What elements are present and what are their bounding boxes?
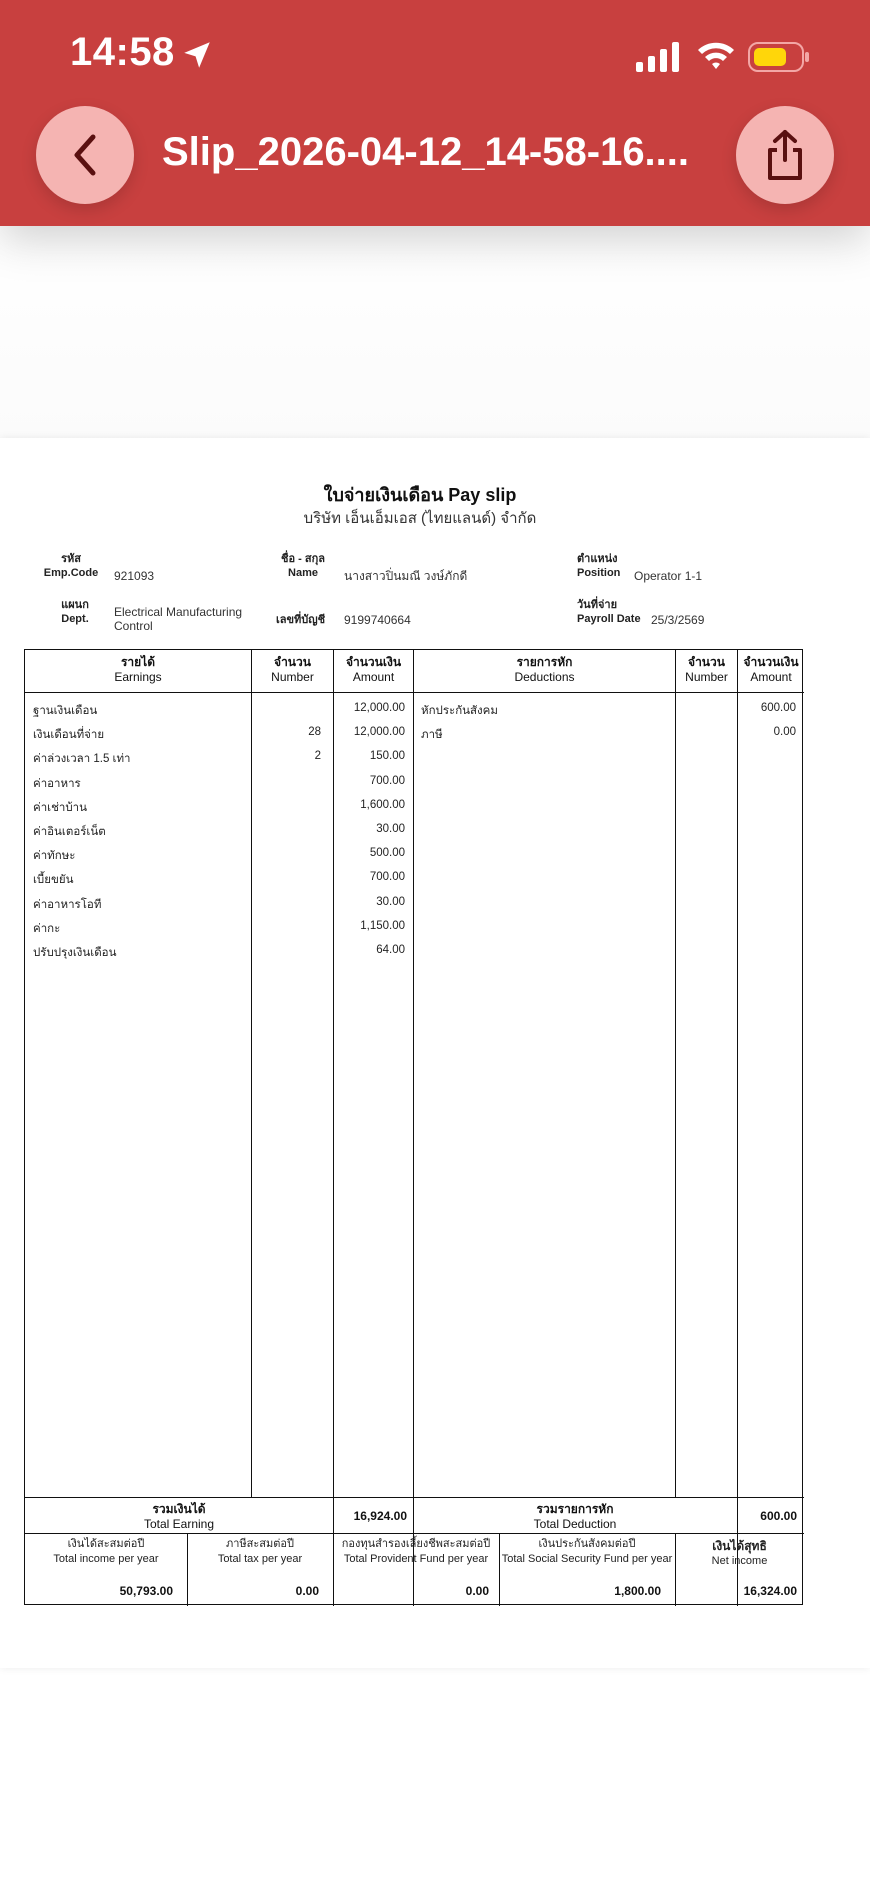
provident-fund-value: 0.00 [465,1584,489,1598]
tax-year-label: ภาษีสะสมต่อปี Total tax per year [217,1538,303,1565]
earning-amount: 1,600.00 [360,798,405,811]
deduction-name: ภาษี [421,729,443,742]
income-year-label: เงินได้สะสมต่อปี Total income per year [53,1538,159,1565]
share-button[interactable] [736,106,834,204]
earning-name: ค่าทักษะ [33,850,76,863]
name-value: นางสาวปิ่นมณี วงษ์ภักดี [344,569,468,583]
earning-amount: 500.00 [369,847,405,860]
amount-header: จำนวนเงิน Amount [345,655,402,684]
account-label: เลขที่บัญชี [276,614,326,626]
earning-name: เงินเดือนที่จ่าย [33,729,105,742]
earning-amount: 700.00 [369,871,405,884]
amount2-header: จำนวนเงิน Amount [743,655,799,684]
tax-year-value: 0.00 [295,1584,319,1598]
total-earning-label: รวมเงินได้ Total Earning [143,1502,215,1531]
earning-name: เบี้ยขยัน [33,874,74,887]
cellular-signal-icon [636,42,680,72]
col-divider [737,650,738,1606]
wifi-icon [696,38,736,72]
location-arrow-icon [180,38,214,72]
total-deduction-value: 600.00 [760,1509,797,1523]
document-margin [0,226,870,438]
summary-divider [25,1533,804,1534]
name-label: ชื่อ - สกุล Name [281,553,325,579]
account-value: 9199740664 [344,613,411,627]
status-time: 14:58 [70,30,175,74]
total-earning-value: 16,924.00 [353,1509,407,1523]
earning-name: ค่าอาหาร [33,777,81,790]
income-year-value: 50,793.00 [119,1584,173,1598]
earning-name: ค่าอาหารโอที [33,898,102,911]
slip-title: ใบจ่ายเงินเดือน Pay slip [323,485,517,505]
net-income-value: 16,324.00 [743,1584,797,1598]
deduction-amount: 0.00 [773,726,796,739]
earning-name: ค่ากะ [33,922,61,935]
chevron-left-icon [65,131,105,179]
payslip-document[interactable] [0,438,870,1668]
battery-icon [748,42,810,72]
col-divider [675,650,676,1497]
earning-amount: 1,150.00 [360,919,405,932]
totals-divider [25,1497,804,1498]
earning-name: ค่าล่วงเวลา 1.5 เท่า [33,753,131,766]
payroll-date-label: วันที่จ่าย Payroll Date [577,599,641,625]
position-label: ตำแหน่ง Position [577,553,621,579]
social-security-value: 1,800.00 [614,1584,661,1598]
company-name: บริษัท เอ็นเอ็มเอส (ไทยแลนด์) จำกัด [303,510,537,527]
dept-label: แผนก Dept. [61,599,89,625]
emp-code-label: รหัส Emp.Code [43,553,99,579]
provident-fund-label: กองทุนสำรองเลี้ยงชีพสะสมต่อปี Total Provident Fund per year [341,1538,491,1565]
deductions-header: รายการหัก Deductions [514,655,575,684]
earning-amount: 12,000.00 [353,726,405,739]
earning-name: ค่าอินเตอร์เน็ต [33,826,106,838]
col-divider [251,650,252,1497]
deduction-name: หักประกันสังคม [421,705,498,717]
earnings-header: รายได้ Earnings [114,655,162,684]
number2-header: จำนวน Number [685,655,728,684]
deduction-amount: 600.00 [760,702,796,714]
position-value: Operator 1-1 [634,569,703,583]
earning-amount: 700.00 [369,774,405,787]
earning-amount: 64.00 [376,944,405,956]
col-divider [413,650,414,1606]
earning-name: ฐานเงินเดือน [33,705,98,717]
earning-amount: 150.00 [369,750,405,763]
app-header [0,0,870,226]
payroll-date-value: 25/3/2569 [651,613,705,627]
earning-number: 2 [314,750,321,763]
total-deduction-label: รวมรายการหัก Total Deduction [533,1502,617,1531]
document-title: Slip_2026-04-12_14-58-16.... [162,130,690,174]
earning-name: ค่าเช่าบ้าน [33,801,87,814]
social-security-label: เงินประกันสังคมต่อปี Total Social Security Fund per year [501,1538,673,1565]
dept-value: Electrical Manufacturing Control [114,605,243,633]
earning-amount: 30.00 [376,823,405,835]
emp-code-value: 921093 [114,569,155,583]
earning-name: ปรับปรุงเงินเดือน [33,947,117,959]
payslip-table [24,649,803,1605]
share-icon [762,128,808,182]
number-header: จำนวน Number [271,655,314,684]
earning-amount: 30.00 [376,895,405,908]
earning-number: 28 [308,726,321,739]
back-button[interactable] [36,106,134,204]
earning-amount: 12,000.00 [353,702,405,714]
net-income-label: เงินได้สุทธิ Net income [711,1539,768,1567]
